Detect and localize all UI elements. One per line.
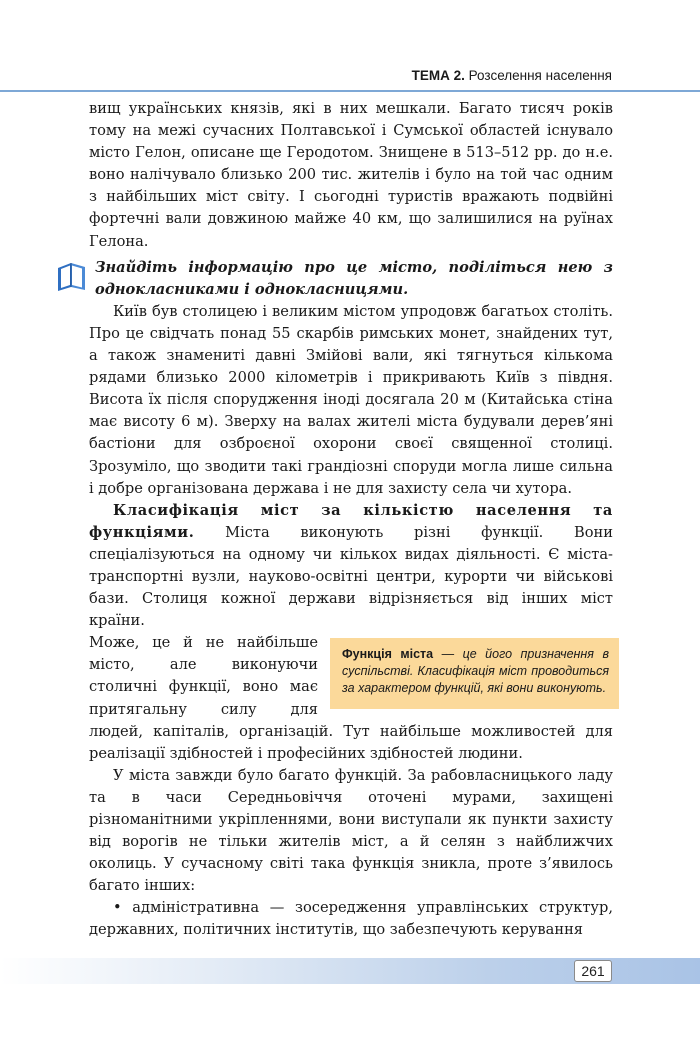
- paragraph-functions: У міста завжди було багато функцій. За рабовласницького ладу та в часи Середньовіччя оточені мурами, захищені різноманітними укріпленнями, вони виступали як пункти захисту від ворогів не тільки жителів міст, а й селян з найближчих околиць. У сучасному світі така функція зникла, проте з’явилось багато інших:: [89, 766, 613, 895]
- classification-paragraph: [89, 500, 613, 633]
- paragraph-kyiv: Київ був столицею і великим містом упродовж багатьох століть. Про це свідчать понад 55 скарбів римських монет, знайдених тут, а також знамениті давні Змійові вали, які тягнуться кількома рядами близько 2000 кілометрів і прикривають Київ з півдня. Висота їх після спорудження іноді досягала 20 м (Китайська стіна має висоту 6 м). Зверху на валах жителі міста будували дерев’яні бастіони для озброєної охорони своєї священної столиці. Зрозуміло, що зводити такі грандіозні споруди могла лише сильна і добре організована держава і не для захисту села чи хутора.: [89, 302, 613, 497]
- callout-definition: — це його призначення в суспільстві. Класифікація міст проводиться за характером функцій, які вони виконують.: [342, 647, 609, 696]
- topic-title: Розселення населення: [468, 68, 612, 83]
- bullet-administrative: • адміністративна — зосередження управлінських структур, державних, політичних інститутів, що забезпечують керування: [89, 899, 613, 939]
- topic-heading: [412, 68, 612, 83]
- paragraph-gelon: вищ українських князів, які в них мешкали. Багато тисяч років тому на межі сучасних Полтавської і Сумської областей існувало місто Гелон, описане ще Геродотом. Знищене в 513–512 рр. до н.е. воно налічувало близько 200 тис. жителів і було на той час одним з найбільших міст світу. І сьогодні туристів вражають подвійні фортечні вали довжиною майже 40 км, що залишилися на руїнах Гелона.: [89, 100, 613, 250]
- page-number: 261: [574, 960, 612, 982]
- topic-label: ТЕМА 2.: [411, 68, 465, 83]
- classification-wrapped-text: Може, це й не найбільше місто, але виконуючи столичні функції, воно має притягальну силу для людей, капіталів, організацій. Тут найбільше можливостей для реалізації здібностей і професійних здібностей людини.: [89, 634, 613, 762]
- callout-term: Функція міста: [342, 647, 434, 662]
- classification-section: [89, 500, 613, 765]
- book-icon: [55, 259, 89, 293]
- definition-callout: [330, 638, 619, 709]
- classification-heading: Класифікація міст за кількістю населення та функціями.: [89, 501, 613, 541]
- task-text: Знайдіть інформацію про це місто, поділіться нею з однокласниками і однокласницями.: [95, 258, 613, 298]
- classification-text: Міста виконують різні функції. Вони спеціалізуються на одному чи кількох видах діяльності. Є міста-транспортні вузли, науково-освітні центри, курорти чи військові бази. Столиця кожної держави відрізняється від інших міст країни.: [89, 523, 613, 630]
- page-content: [89, 98, 613, 942]
- page-header: [0, 60, 700, 92]
- task-block: [89, 257, 613, 301]
